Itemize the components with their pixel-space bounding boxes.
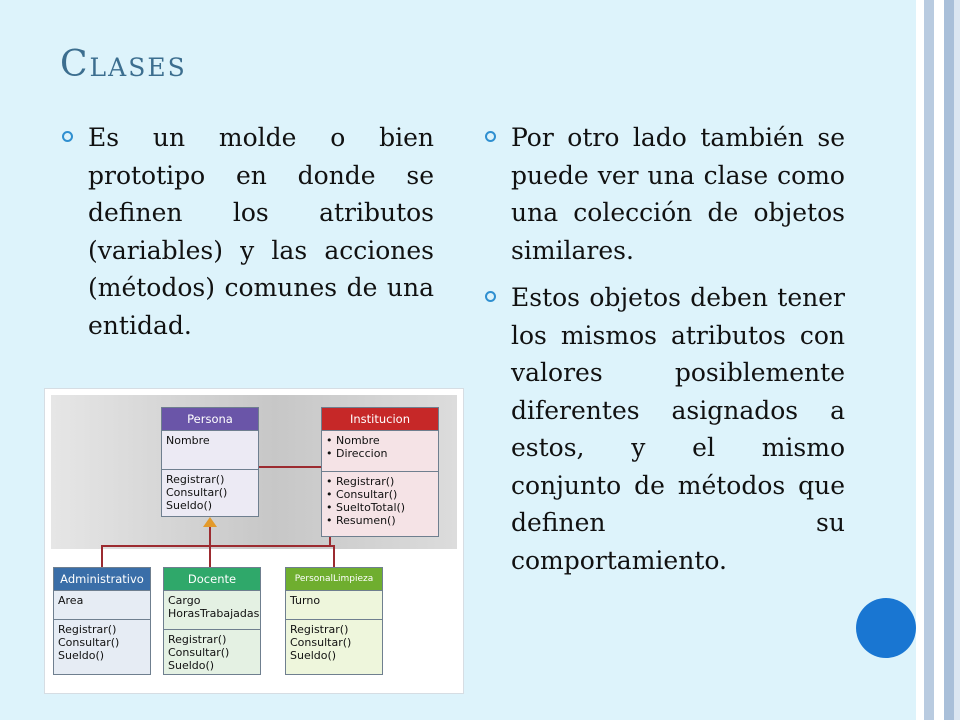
attribute: Area (58, 594, 84, 607)
inheritance-line (101, 545, 103, 567)
decor-stripe (944, 0, 954, 720)
association-line (259, 466, 321, 468)
method: Sueldo() (168, 659, 215, 672)
method: Consultar() (58, 636, 120, 649)
class-attributes (322, 430, 438, 471)
class-name: Administrativo (54, 568, 150, 590)
attribute: • Direccion (326, 447, 388, 460)
bullet-icon (62, 131, 73, 142)
inheritance-arrow-icon (203, 517, 217, 527)
class-methods (322, 471, 438, 530)
class-attributes (162, 430, 258, 469)
bullet-item (62, 119, 434, 344)
inheritance-line (333, 545, 335, 567)
method: Registrar() (168, 633, 227, 646)
class-methods (162, 469, 258, 515)
bullet-text: Por otro lado también se puede ver una clase como una colección de objetos similares. (511, 123, 845, 265)
uml-class-administrativo (53, 567, 151, 675)
decor-stripe (916, 0, 924, 720)
uml-class-docente (163, 567, 261, 675)
decor-stripe (924, 0, 934, 720)
class-name: Persona (162, 408, 258, 430)
method: Registrar() (58, 623, 117, 636)
uml-class-personal-limpieza (285, 567, 383, 675)
class-name: Institucion (322, 408, 438, 430)
method: Consultar() (166, 486, 228, 499)
class-attributes (164, 590, 260, 629)
class-name: PersonalLimpieza (286, 568, 382, 590)
method: Sueldo() (290, 649, 337, 662)
bullet-item (485, 279, 845, 579)
method: • Resumen() (326, 514, 396, 527)
bullet-icon (485, 291, 496, 302)
class-methods (54, 619, 150, 665)
class-name: Docente (164, 568, 260, 590)
class-methods (286, 619, 382, 665)
attribute: Nombre (166, 434, 210, 447)
bullet-list-right (485, 119, 845, 589)
method: • Consultar() (326, 488, 398, 501)
decor-stripe (954, 0, 960, 720)
bullet-text: Estos objetos deben tener los mismos atributos con valores posiblemente diferentes asignados a estos, y el mismo conjunto de métodos que definen su comportamiento. (511, 283, 845, 575)
attribute: HorasTrabajadas (168, 607, 260, 620)
method: Registrar() (290, 623, 349, 636)
decor-dot (856, 598, 916, 658)
class-methods (164, 629, 260, 675)
class-attributes (286, 590, 382, 619)
bullet-item (485, 119, 845, 269)
uml-class-diagram (44, 388, 464, 694)
method: Sueldo() (166, 499, 213, 512)
bullet-icon (485, 131, 496, 142)
attribute: Cargo (168, 594, 201, 607)
method: Consultar() (290, 636, 352, 649)
uml-class-institucion (321, 407, 439, 537)
bullet-list-left (62, 119, 434, 344)
uml-class-persona (161, 407, 259, 517)
attribute: Turno (290, 594, 321, 607)
method: • Registrar() (326, 475, 395, 488)
slide-title: Clases (60, 44, 187, 85)
method: Sueldo() (58, 649, 105, 662)
method: Consultar() (168, 646, 230, 659)
method: Registrar() (166, 473, 225, 486)
decor-stripe (934, 0, 944, 720)
method: • SueltoTotal() (326, 501, 406, 514)
inheritance-line (329, 537, 331, 547)
bullet-text: Es un molde o bien prototipo en donde se definen los atributos (variables) y las acciones (métodos) comunes de una entidad. (88, 123, 434, 340)
class-attributes (54, 590, 150, 619)
inheritance-line (101, 545, 335, 547)
attribute: • Nombre (326, 434, 380, 447)
